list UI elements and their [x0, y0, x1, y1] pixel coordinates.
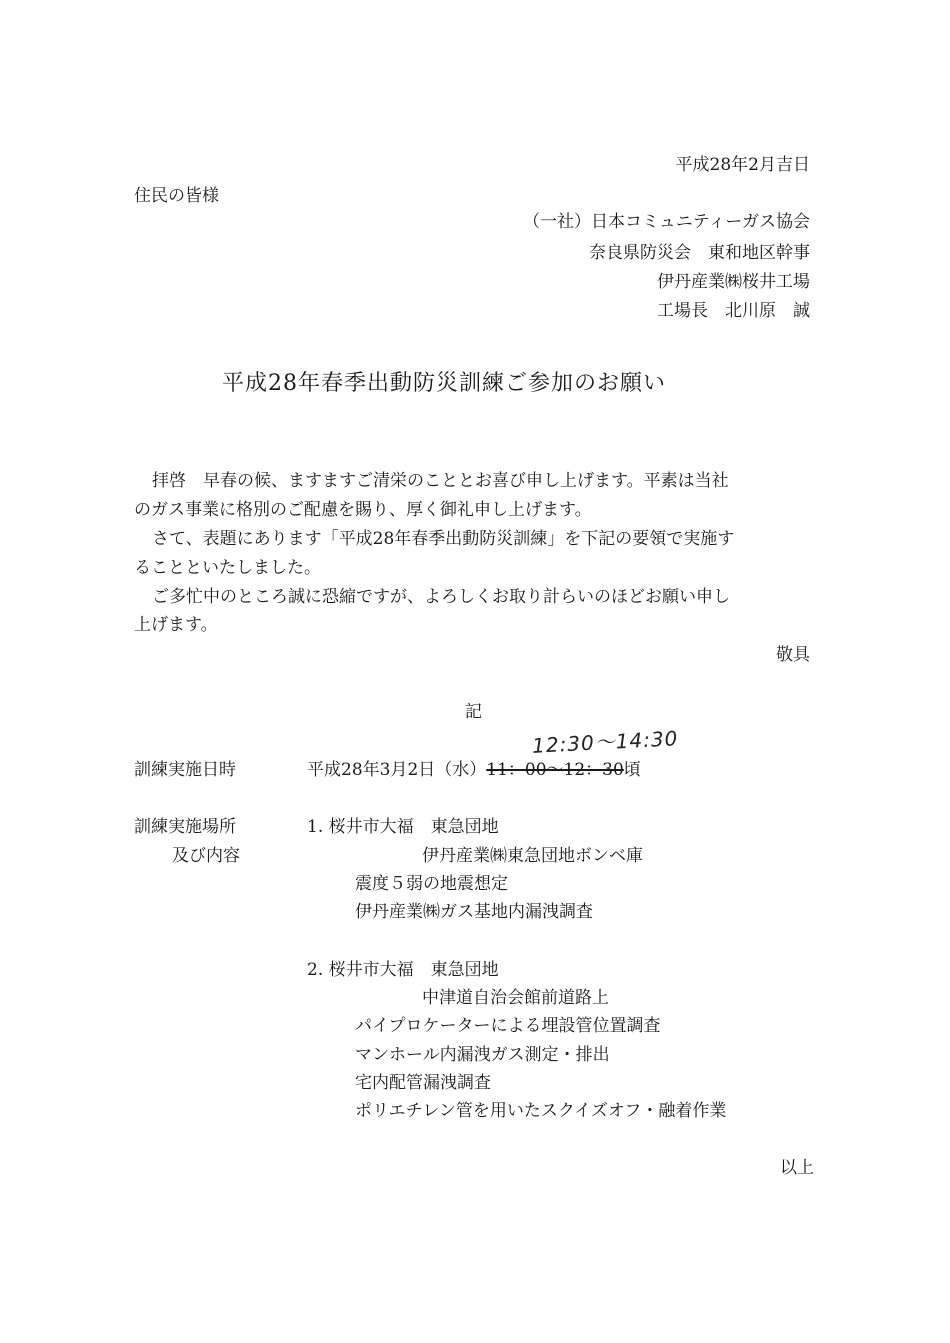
struck-time: 11：00～12：30 — [486, 760, 624, 780]
location-label-line-1: 訓練実施場所 — [134, 817, 236, 837]
paragraph-3-line-1: ご多忙中のところ誠に恐縮ですが、よろしくお取り計らいのほどお願い申し — [152, 587, 730, 607]
location-label-line-2: 及び内容 — [172, 846, 240, 866]
document-title: 平成28年春季出動防災訓練ご参加のお願い — [222, 371, 666, 396]
issue-date: 平成28年2月吉日 — [675, 155, 810, 175]
item-2-heading: 2. 桜井市大福 東急団地 — [307, 960, 499, 980]
schedule-value — [307, 755, 641, 780]
addressee: 住民の皆様 — [134, 186, 219, 206]
item-1-heading: 1. 桜井市大福 東急団地 — [307, 817, 499, 837]
item-2-detail-1: パイプロケーターによる埋設管位置調査 — [355, 1016, 661, 1036]
item-2-detail-2: マンホール内漏洩ガス測定・排出 — [355, 1045, 610, 1065]
sender-factory: 伊丹産業㈱桜井工場 — [657, 272, 810, 292]
paragraph-2-line-1: さて、表題にあります「平成28年春季出動防災訓練」を下記の要領で実施す — [152, 529, 735, 549]
schedule-label: 訓練実施日時 — [134, 760, 236, 780]
item-1-detail-1: 震度５弱の地震想定 — [355, 874, 508, 894]
item-2-detail-3: 宅内配管漏洩調査 — [355, 1073, 491, 1093]
item-2-place: 中津道自治会館前道路上 — [422, 988, 609, 1008]
handwritten-time: 12:30～14:30 — [531, 726, 679, 758]
sender-association: （一社）日本コミュニティーガス協会 — [523, 212, 810, 232]
closing-keigu: 敬具 — [776, 645, 810, 665]
paragraph-1-line-1: 拝啓 早春の候、ますますご清栄のこととお喜び申し上げます。平素は当社 — [152, 471, 729, 491]
item-2-detail-4: ポリエチレン管を用いたスクイズオフ・融着作業 — [355, 1101, 727, 1121]
schedule-date: 平成28年3月2日（水） — [307, 760, 487, 780]
item-1-place: 伊丹産業㈱東急団地ボンベ庫 — [422, 846, 643, 866]
ki-heading: 記 — [465, 702, 482, 722]
end-mark: 以上 — [780, 1158, 814, 1178]
sender-manager: 工場長 北川原 誠 — [657, 301, 810, 321]
item-1-detail-2: 伊丹産業㈱ガス基地内漏洩調査 — [355, 902, 593, 922]
paragraph-3-line-2: 上げます。 — [134, 615, 218, 635]
paragraph-1-line-2: のガス事業に格別のご配慮を賜り、厚く御礼申し上げます。 — [134, 500, 592, 520]
paragraph-2-line-2: ることといたしました。 — [134, 558, 321, 578]
sender-disaster-council: 奈良県防災会 東和地区幹事 — [589, 243, 810, 263]
schedule-suffix: 頃 — [623, 760, 641, 780]
